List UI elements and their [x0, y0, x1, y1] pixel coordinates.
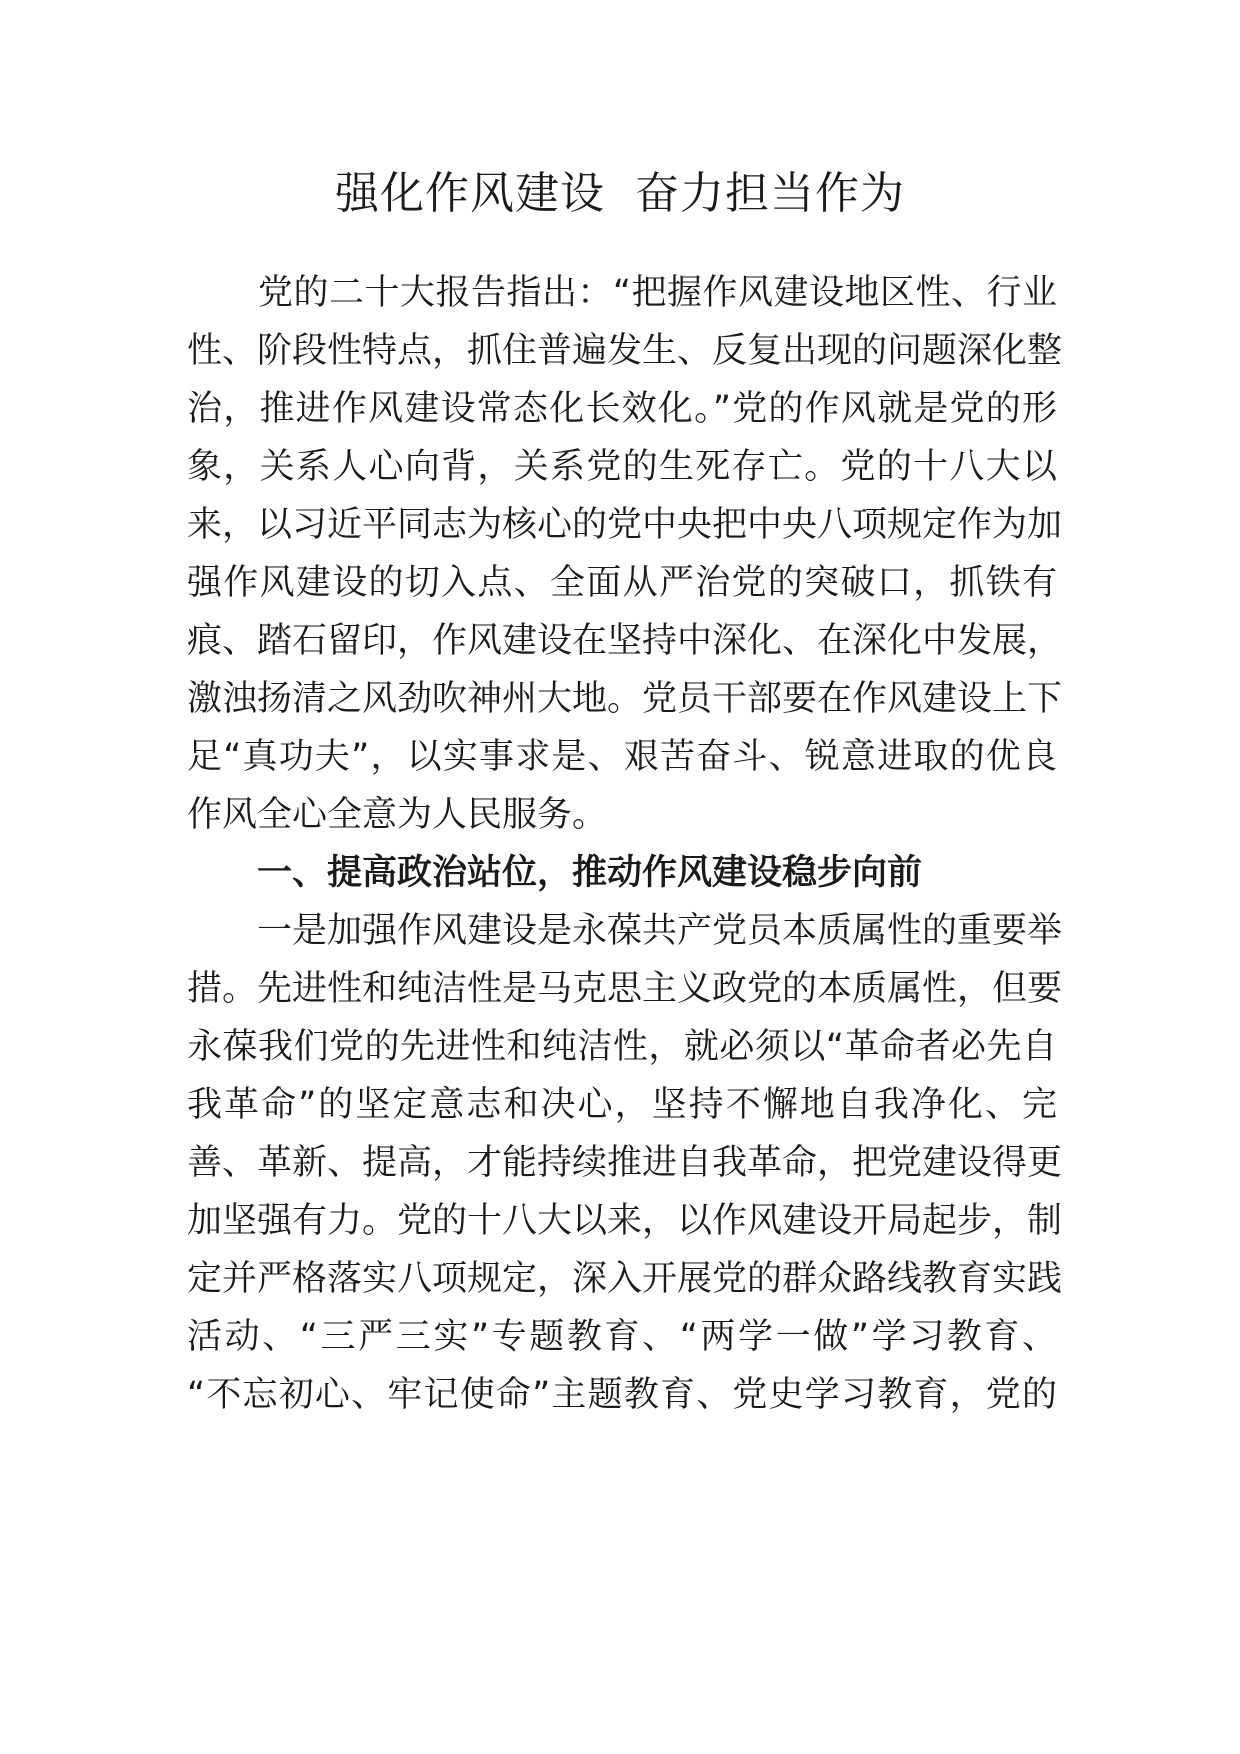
paragraph-line: 善、革新、提高，才能持续推进自我革命，把党建设得更 — [187, 1143, 1063, 1183]
paragraph-line: 加坚强有力。党的十八大以来，以作风建设开局起步，制 — [187, 1201, 1063, 1241]
paragraph-line: 永葆我们党的先进性和纯洁性，就必须以“革命者必先自 — [187, 1027, 1057, 1067]
document-title: 强化作风建设 奋力担当作为 — [335, 168, 905, 219]
paragraph-line: 激浊扬清之风劲吹神州大地。党员干部要在作风建设上下 — [187, 679, 1063, 719]
paragraph-line: 治，推进作风建设常态化长效化。”党的作风就是党的形 — [187, 389, 1057, 429]
section-heading: 一、提高政治站位，推动作风建设稳步向前 — [187, 853, 923, 893]
paragraph-line: 党的二十大报告指出：“把握作风建设地区性、行业 — [187, 273, 1057, 313]
paragraph-line: “不忘初心、牢记使命”主题教育、党史学习教育，党的 — [187, 1375, 1057, 1415]
paragraph-line: 痕、踏石留印，作风建设在坚持中深化、在深化中发展， — [187, 621, 1063, 661]
paragraph-line: 象，关系人心向背，关系党的生死存亡。党的十八大以 — [187, 447, 1057, 487]
paragraph-line: 措。先进性和纯洁性是马克思主义政党的本质属性，但要 — [187, 969, 1063, 1009]
paragraph-line: 作风全心全意为人民服务。 — [187, 795, 608, 835]
paragraph-line: 强作风建设的切入点、全面从严治党的突破口，抓铁有 — [187, 563, 1057, 603]
paragraph-line: 定并严格落实八项规定，深入开展党的群众路线教育实践 — [187, 1259, 1063, 1299]
paragraph-line: 性、阶段性特点，抓住普遍发生、反复出现的问题深化整 — [187, 331, 1063, 371]
paragraph-line: 活动、“三严三实”专题教育、“两学一做”学习教育、 — [187, 1317, 1057, 1357]
paragraph-line: 来，以习近平同志为核心的党中央把中央八项规定作为加 — [187, 505, 1063, 545]
paragraph-line: 一是加强作风建设是永葆共产党员本质属性的重要举 — [187, 911, 1063, 951]
paragraph-line: 我革命”的坚定意志和决心，坚持不懈地自我净化、完 — [187, 1085, 1057, 1125]
paragraph-line: 足“真功夫”，以实事求是、艰苦奋斗、锐意进取的优良 — [187, 737, 1057, 777]
